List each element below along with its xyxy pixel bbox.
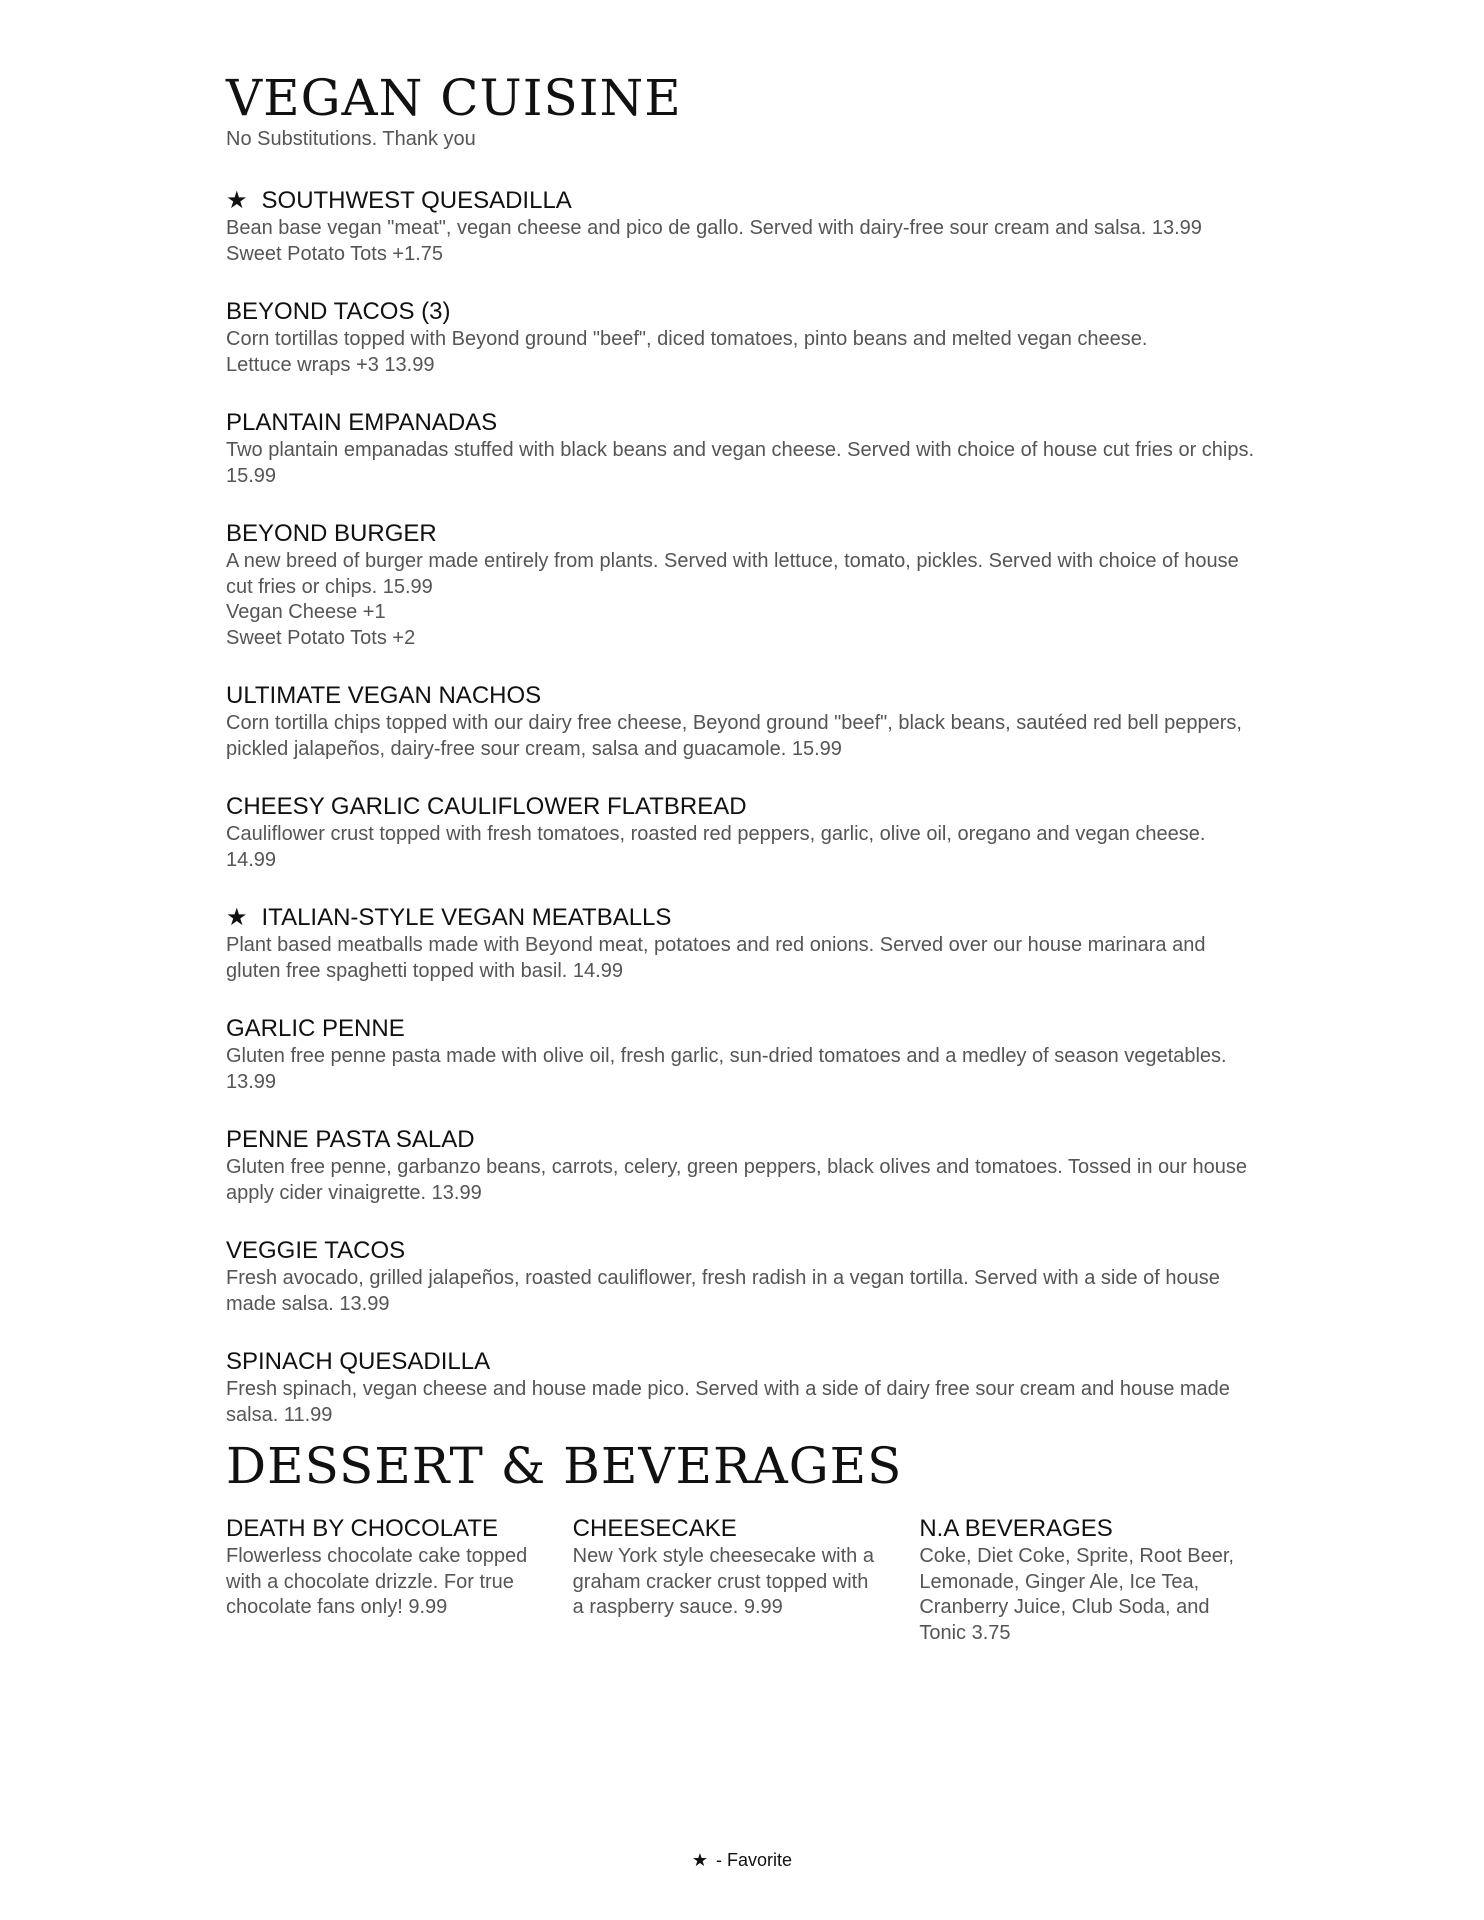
menu-item-name (226, 408, 1266, 438)
menu-item-description: Corn tortillas topped with Beyond ground "beef", diced tomatoes, pinto beans and melted vegan cheese. (226, 328, 1148, 350)
menu-item-description: Corn tortilla chips topped with our dairy free cheese, Beyond ground "beef", black beans, sautéed red bell peppers, (226, 712, 1242, 734)
star-icon: ★ (226, 904, 248, 931)
menu-item-title: GARLIC PENNE (226, 1015, 405, 1042)
menu-item-description: a raspberry sauce. 9.99 (572, 1596, 783, 1618)
vegan-section-title: VEGAN CUISINE (226, 69, 682, 127)
menu-item-description: 15.99 (226, 464, 277, 487)
menu-item-name (226, 1347, 1266, 1377)
menu-item-description: gluten free spaghetti topped with basil. 14.99 (226, 959, 623, 982)
menu-item-description: A new breed of burger made entirely from plants. Served with lettuce, tomato, pickles. Served with choice of house (226, 550, 1239, 572)
menu-item-title: BEYOND BURGER (226, 520, 437, 547)
menu-item (226, 297, 1266, 378)
menu-item-title: BEYOND TACOS (3) (226, 298, 451, 325)
favorite-legend-text: - Favorite (716, 1850, 793, 1870)
menu-item (226, 1125, 1266, 1206)
menu-item-name (573, 1514, 920, 1544)
menu-item (226, 1014, 1266, 1095)
menu-item-title: PENNE PASTA SALAD (226, 1126, 475, 1153)
menu-page (226, 70, 1266, 1646)
menu-item-description: pickled jalapeños, dairy-free sour cream, salsa and guacamole. 15.99 (226, 737, 842, 760)
menu-item-name (226, 186, 1266, 216)
menu-item-name (919, 1514, 1266, 1544)
menu-item-name (226, 1514, 573, 1544)
menu-item-description: Fresh avocado, grilled jalapeños, roasted cauliflower, fresh radish in a vegan tortilla. Served with a side of house (226, 1267, 1220, 1289)
menu-item-title: ITALIAN-STYLE VEGAN MEATBALLS (261, 904, 672, 931)
menu-item-description: Plant based meatballs made with Beyond meat, potatoes and red onions. Served over our house marinara and (226, 934, 1206, 956)
menu-item-name (226, 792, 1266, 822)
menu-item-title: SPINACH QUESADILLA (226, 1348, 491, 1375)
menu-item-title: VEGGIE TACOS (226, 1237, 406, 1264)
menu-item-title: CHEESECAKE (572, 1515, 737, 1542)
menu-item-description: Lettuce wraps +3 13.99 (226, 353, 435, 376)
menu-item (226, 792, 1266, 873)
menu-item-description: made salsa. 13.99 (226, 1292, 390, 1315)
menu-item-description: salsa. 11.99 (226, 1403, 333, 1426)
menu-item-description: Tonic 3.75 (919, 1621, 1011, 1644)
menu-item (226, 408, 1266, 489)
menu-item-name (226, 681, 1266, 711)
menu-item (919, 1514, 1266, 1646)
menu-item (226, 903, 1266, 984)
menu-item (226, 186, 1266, 267)
menu-item-description: 14.99 (226, 848, 277, 871)
menu-item-name (226, 1014, 1266, 1044)
menu-item-description: Sweet Potato Tots +1.75 (226, 242, 444, 265)
menu-item-name (226, 1125, 1266, 1155)
menu-item-description: Lemonade, Ginger Ale, Ice Tea, (919, 1570, 1200, 1593)
menu-item-name (226, 1236, 1266, 1266)
menu-item-description: Cauliflower crust topped with fresh tomatoes, roasted red peppers, garlic, olive oil, oregano and vegan cheese. (226, 823, 1206, 845)
menu-item-description: chocolate fans only! 9.99 (226, 1596, 448, 1618)
vegan-subtitle: No Substitutions. Thank you (226, 128, 476, 150)
menu-item-title: DEATH BY CHOCOLATE (226, 1515, 499, 1542)
star-icon: ★ (691, 1850, 709, 1870)
menu-item-name (226, 297, 1266, 327)
menu-item (226, 681, 1266, 762)
menu-item-description: New York style cheesecake with a (572, 1545, 874, 1567)
menu-item-description: Gluten free penne pasta made with olive oil, fresh garlic, sun-dried tomatoes and a medley of season vegetables. (226, 1045, 1227, 1067)
menu-item-description: with a chocolate drizzle. For true (226, 1570, 514, 1593)
menu-item-title: PLANTAIN EMPANADAS (226, 409, 498, 436)
menu-item-title: N.A BEVERAGES (919, 1515, 1113, 1542)
menu-item-description: Bean base vegan "meat", vegan cheese and pico de gallo. Served with dairy-free sour cream and salsa. 13.99 (226, 217, 1202, 239)
menu-item-description: Gluten free penne, garbanzo beans, carrots, celery, green peppers, black olives and tomatoes. Tossed in our house (226, 1156, 1247, 1178)
menu-item-description: graham cracker crust topped with (572, 1570, 869, 1593)
dessert-section-title: DESSERT & BEVERAGES (226, 1437, 903, 1495)
menu-item-name (226, 519, 1266, 549)
menu-item-description: 13.99 (226, 1070, 277, 1093)
menu-item-name (226, 903, 1266, 933)
menu-item-description: Cranberry Juice, Club Soda, and (919, 1596, 1210, 1618)
menu-item-description: Fresh spinach, vegan cheese and house made pico. Served with a side of dairy free sour cream and house made (226, 1378, 1230, 1400)
menu-item (226, 1514, 573, 1646)
menu-item-description: Sweet Potato Tots +2 (226, 626, 416, 649)
menu-item-title: SOUTHWEST QUESADILLA (261, 187, 572, 214)
menu-item-title: CHEESY GARLIC CAULIFLOWER FLATBREAD (226, 793, 747, 820)
menu-item (226, 519, 1266, 651)
menu-item-title: ULTIMATE VEGAN NACHOS (226, 682, 542, 709)
menu-item-description: Flowerless chocolate cake topped (226, 1545, 528, 1567)
star-icon: ★ (226, 187, 248, 214)
menu-item-description: Coke, Diet Coke, Sprite, Root Beer, (919, 1545, 1234, 1567)
vegan-menu-list (226, 186, 1266, 1428)
menu-item (573, 1514, 920, 1646)
menu-item (226, 1236, 1266, 1317)
menu-item-description: Two plantain empanadas stuffed with black beans and vegan cheese. Served with choice of house cut fries or chips. (226, 439, 1255, 461)
menu-item-description: apply cider vinaigrette. 13.99 (226, 1181, 482, 1204)
favorite-legend (0, 1850, 1484, 1871)
dessert-menu-list (226, 1514, 1266, 1646)
menu-item (226, 1347, 1266, 1428)
menu-item-description: cut fries or chips. 15.99 (226, 575, 433, 598)
menu-item-description: Vegan Cheese +1 (226, 601, 386, 623)
